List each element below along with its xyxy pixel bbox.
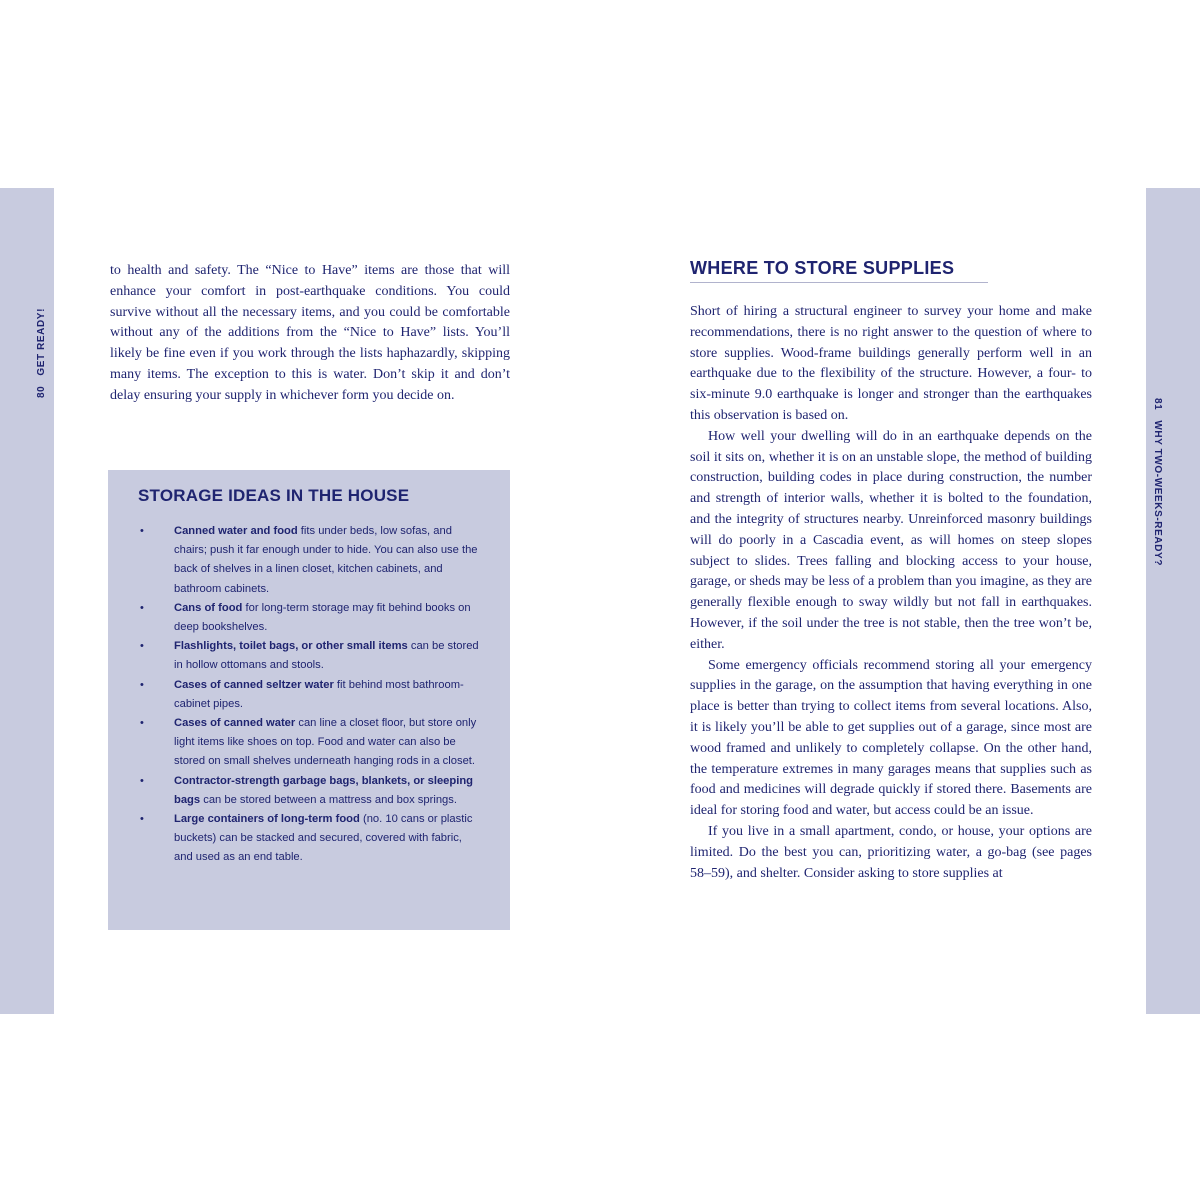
item-text: can be stored between a mattress and box springs. <box>200 793 457 806</box>
sidebar-list-item <box>138 810 480 868</box>
item-lead: Contractor-strength garbage bags, blankets, or sleeping bags <box>174 774 474 806</box>
right-paragraph: Some emergency officials recommend storing all your emergency supplies in the garage, on the assumption that having everything in one place is better than trying to collect items from several locations. Also, it is likely you’ll be able to get supplies out of a garage, since most are wood framed and unlikely to completely collapse. On the other hand, the temperature extremes in many garages means that supplies such as food and medicines will degrade quickly if stored there. Basements are ideal for storing food and water, but access could be an issue. <box>690 657 1092 819</box>
sidebar-list-item <box>138 714 480 772</box>
item-text: for long-term storage may fit behind books on deep bookshelves. <box>174 601 471 634</box>
item-text: fit behind most bathroom-cabinet pipes. <box>174 678 464 710</box>
right-running-head <box>1152 398 1163 598</box>
bullet-icon: • <box>140 813 144 826</box>
heading-rule <box>690 282 988 283</box>
right-edge-tab <box>1146 188 1200 1014</box>
right-paragraph: Short of hiring a structural engineer to survey your home and make recommendations, there is no right answer to the question of where to store supplies. Wood-frame buildings generally perform well in an earthquake due to the flexibility of the structure. However, a four- to six-minute 9.0 earthquake is longer and stronger than the earthquakes this observation is based on. <box>690 304 1092 423</box>
item-text: fits under beds, low sofas, and chairs; push it far enough under to hide. You can also use the back of shelves in a linen closet, kitchen cabinets, and bathroom cabinets. <box>174 525 478 595</box>
sidebar-list-item <box>138 637 480 675</box>
left-running-head <box>36 288 47 398</box>
item-lead: Cans of food <box>174 601 243 614</box>
item-lead: Flashlights, toilet bags, or other small items <box>174 640 408 653</box>
sidebar-list <box>138 522 480 868</box>
bullet-icon: • <box>140 601 144 614</box>
right-body-text <box>690 302 1092 884</box>
bullet-icon: • <box>140 640 144 653</box>
left-page-number: 80 <box>36 385 47 398</box>
left-running-title: GET READY! <box>36 308 47 376</box>
book-spread <box>0 188 1200 1014</box>
item-text: can line a closet floor, but store only light items like shoes on top. Food and water can also be stored on small shelves underneath hanging rods in a closet. <box>174 717 477 768</box>
right-paragraph: How well your dwelling will do in an earthquake depends on the soil it sits on, whether it is on an unstable slope, the method of building construction, building codes in place during construction, the number and strength of interior walls, whether it is bolted to the foundation, and the integrity of structures nearby. Unreinforced masonry buildings will do poorly in a Cascadia event, as will homes on steep slopes subject to slides. Trees falling and blocking access to your house, garage, or sheds may be less of a problem than you imagine, as they are generally flexible enough to sway wildly but not fall in earthquakes. However, if the soil under the tree is not stable, then the tree won’t be, either. <box>690 428 1092 652</box>
item-lead: Canned water and food <box>174 525 298 537</box>
right-paragraph: If you live in a small apartment, condo, or house, your options are limited. Do the best you can, prioritizing water, a go-bag (see pages 58–59), and shelter. Consider asking to store supplies at <box>690 823 1092 881</box>
item-lead: Large containers of long-term food <box>174 813 360 826</box>
left-body-text <box>110 261 510 407</box>
storage-ideas-sidebar <box>108 470 510 930</box>
right-running-title: WHY TWO-WEEKS-READY? <box>1152 420 1163 567</box>
bullet-icon: • <box>140 525 144 537</box>
item-text: can be stored in hollow ottomans and stools. <box>174 640 479 672</box>
item-lead: Cases of canned water <box>174 717 296 730</box>
item-text: (no. 10 cans or plastic buckets) can be stacked and secured, covered with fabric, and used as an end table. <box>174 813 473 864</box>
sidebar-list-item <box>138 676 480 714</box>
bullet-icon: • <box>140 717 144 730</box>
left-paragraph: to health and safety. The “Nice to Have” items are those that will enhance your comfort in post-earthquake conditions. You could survive without all the necessary items, and you could be comfortable without any of the additions from the “Nice to Have” lists. You’ll likely be fine even if you work through the lists haphazardly, skipping many items. The exception to this is water. Don’t skip it and don’t delay ensuring your supply in whichever form you decide on. <box>110 263 510 403</box>
sidebar-list-item <box>138 522 480 599</box>
sidebar-title: STORAGE IDEAS IN THE HOUSE <box>138 486 410 505</box>
section-heading: WHERE TO STORE SUPPLIES <box>690 258 955 278</box>
bullet-icon: • <box>140 678 144 691</box>
bullet-icon: • <box>140 774 144 787</box>
sidebar-list-item <box>138 599 480 637</box>
right-page-number: 81 <box>1152 398 1163 411</box>
sidebar-list-item <box>138 772 480 810</box>
item-lead: Cases of canned seltzer water <box>174 678 334 691</box>
